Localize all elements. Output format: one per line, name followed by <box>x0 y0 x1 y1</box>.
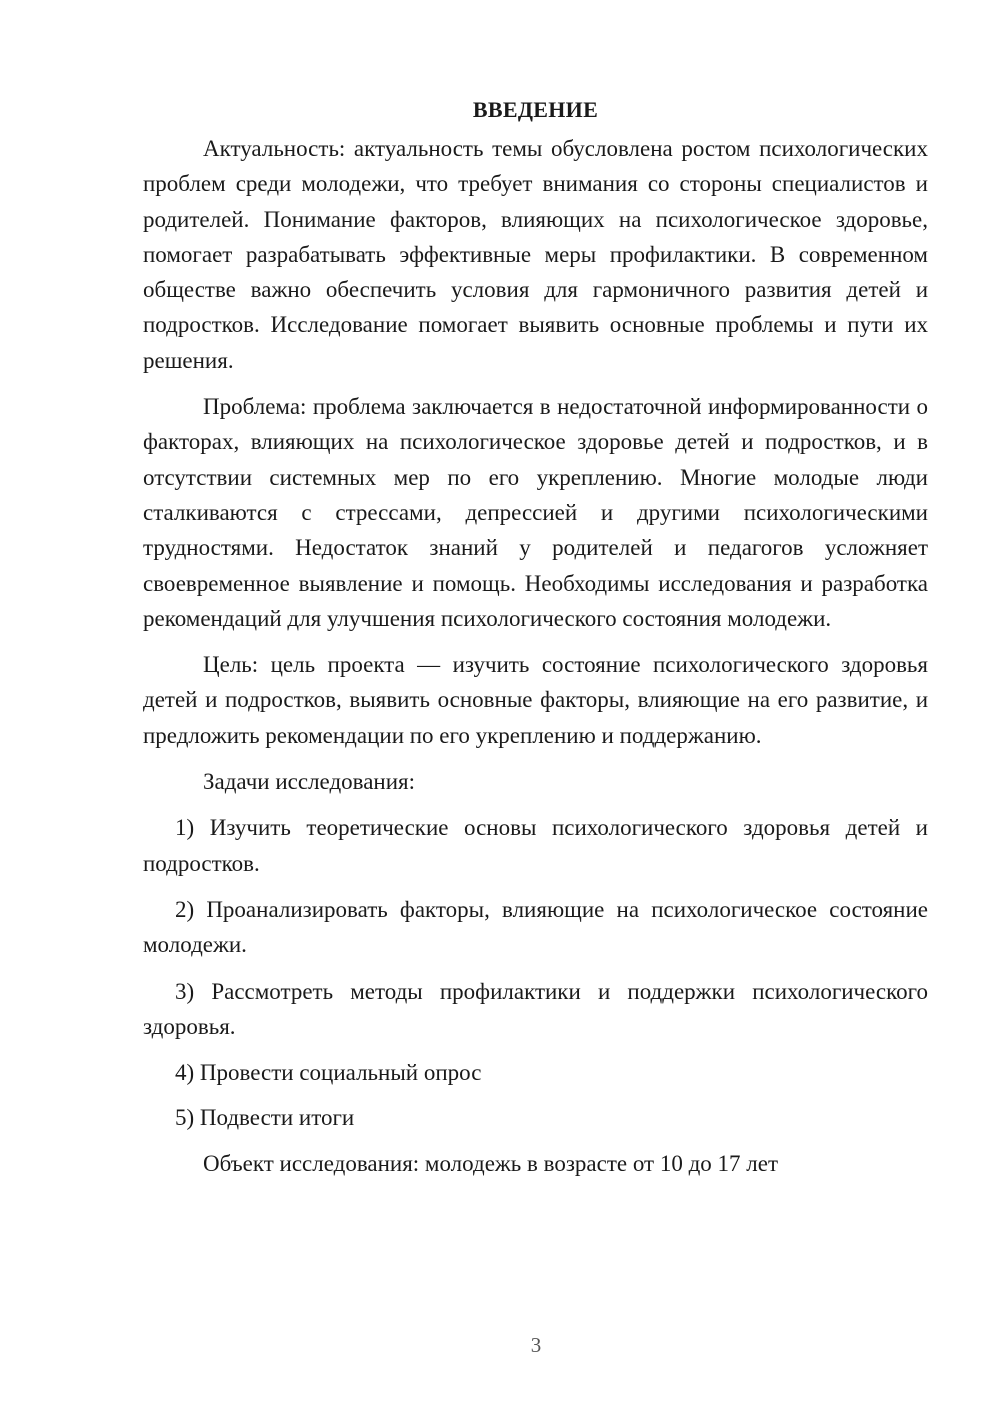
page-number: 3 <box>530 1333 542 1357</box>
tasks-heading: Задачи исследования: <box>203 769 416 795</box>
problem-paragraph: Проблема: проблема заключается в недостаточной информированности о факторах, влияющих на психологическое здоровье детей и подростков, и в отсутствии системных мер по его укреплению. Многие молодые люди сталкиваются с стрессами, депрессией и другими психологическими трудностями. Недостаток знаний у родителей и педагогов усложняет своевременное выявление и помощь. Необходимы исследования и разработка рекомендаций для улучшения психологического состояния молодежи. <box>143 394 928 631</box>
goal-paragraph: Цель: цель проекта — изучить состояние психологического здоровья детей и подростков, выявить основные факторы, влияющие на его развитие, и предложить рекомендации по его укреплению и поддержанию. <box>143 652 928 748</box>
page-content <box>143 95 928 1181</box>
relevance-paragraph: Актуальность: актуальность темы обусловлена ростом психологических проблем среди молодежи, что требует внимания со стороны специалистов и родителей. Понимание факторов, влияющих на психологическое здоровье, помогает разрабатывать эффективные меры профилактики. В современном обществе важно обеспечить условия для гармоничного развития детей и подростков. Исследование помогает выявить основные проблемы и пути их решения. <box>143 136 928 373</box>
research-object: Объект исследования: молодежь в возрасте от 10 до 17 лет <box>203 1150 779 1176</box>
task-item-4: 4) Провести социальный опрос <box>175 1060 482 1086</box>
section-title: ВВЕДЕНИЕ <box>472 97 599 122</box>
task-item-1: 1) Изучить теоретические основы психологического здоровья детей и подростков. <box>143 815 928 876</box>
task-item-3: 3) Рассмотреть методы профилактики и поддержки психологического здоровья. <box>143 978 928 1039</box>
task-item-5: 5) Подвести итоги <box>175 1105 355 1131</box>
task-item-2: 2) Проанализировать факторы, влияющие на психологическое состояние молодежи. <box>143 896 928 958</box>
